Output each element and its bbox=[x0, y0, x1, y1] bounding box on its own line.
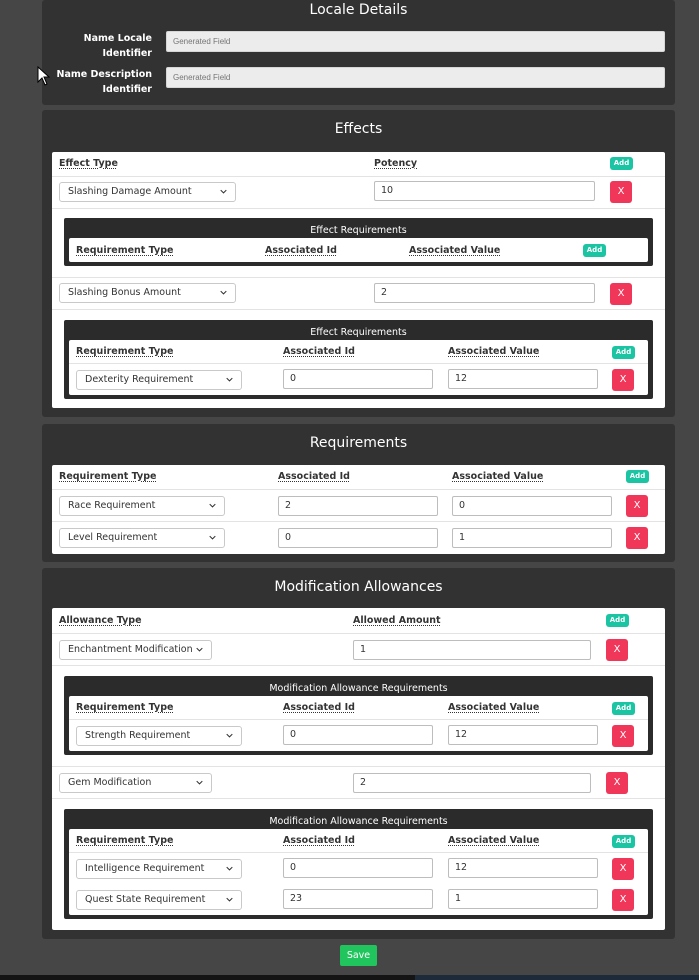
potency-input[interactable]: 10 bbox=[374, 181, 595, 201]
remove-effect-button[interactable]: X bbox=[610, 181, 632, 203]
requirement-type-select[interactable]: Race Requirement bbox=[59, 496, 225, 516]
associated-value-header: Associated Value bbox=[452, 471, 544, 482]
divider bbox=[52, 176, 665, 177]
associated-value-header: Associated Value bbox=[409, 245, 501, 256]
requirement-type-header: Requirement Type bbox=[59, 471, 157, 482]
modification-allowances-title: Modification Allowances bbox=[274, 579, 443, 595]
chevron-down-icon bbox=[226, 865, 233, 872]
effects-title: Effects bbox=[334, 121, 383, 137]
effect-type-header: Effect Type bbox=[59, 158, 118, 169]
allowance-requirements-title: Modification Allowance Requirements bbox=[269, 683, 448, 694]
divider bbox=[52, 665, 665, 666]
remove-requirement-button[interactable]: X bbox=[626, 527, 648, 549]
add-allowance-requirement-button[interactable]: Add bbox=[612, 702, 635, 715]
name-description-input[interactable] bbox=[166, 67, 665, 88]
effect-type-select[interactable]: Slashing Damage Amount bbox=[59, 182, 236, 202]
remove-allowance-button[interactable]: X bbox=[606, 639, 628, 661]
requirement-type-header: Requirement Type bbox=[76, 835, 174, 846]
remove-requirement-button[interactable]: X bbox=[612, 858, 634, 880]
add-requirement-button[interactable]: Add bbox=[626, 470, 649, 483]
name-locale-input[interactable] bbox=[166, 31, 665, 52]
potency-header: Potency bbox=[374, 158, 418, 169]
associated-value-input[interactable]: 1 bbox=[448, 889, 598, 909]
associated-id-header: Associated Id bbox=[283, 346, 355, 357]
remove-allowance-button[interactable]: X bbox=[606, 772, 628, 794]
divider bbox=[52, 489, 665, 490]
chevron-down-icon bbox=[209, 502, 216, 509]
requirement-type-select[interactable]: Level Requirement bbox=[59, 528, 225, 548]
divider bbox=[52, 521, 665, 522]
allowance-type-select[interactable]: Gem Modification bbox=[59, 773, 212, 793]
mouse-cursor-icon bbox=[37, 66, 51, 86]
chevron-down-icon bbox=[209, 534, 216, 541]
requirement-type-header: Requirement Type bbox=[76, 245, 174, 256]
associated-id-header: Associated Id bbox=[265, 245, 337, 256]
allowed-amount-header: Allowed Amount bbox=[353, 615, 441, 626]
divider bbox=[69, 852, 648, 853]
allowance-requirements-title: Modification Allowance Requirements bbox=[269, 816, 448, 827]
save-button[interactable]: Save bbox=[340, 945, 377, 966]
allowed-amount-input[interactable]: 1 bbox=[353, 640, 591, 660]
requirements-title: Requirements bbox=[309, 435, 408, 451]
associated-id-header: Associated Id bbox=[278, 471, 350, 482]
associated-value-input[interactable]: 0 bbox=[452, 496, 612, 516]
divider bbox=[52, 208, 665, 209]
associated-id-header: Associated Id bbox=[283, 835, 355, 846]
remove-effect-button[interactable]: X bbox=[610, 283, 632, 305]
potency-input[interactable]: 2 bbox=[374, 283, 595, 303]
associated-value-input[interactable]: 1 bbox=[452, 528, 612, 548]
taskbar-accent bbox=[415, 975, 699, 980]
associated-id-input[interactable]: 0 bbox=[278, 528, 438, 548]
allowance-type-select[interactable]: Enchantment Modification bbox=[59, 640, 212, 660]
associated-value-header: Associated Value bbox=[448, 835, 540, 846]
remove-requirement-button[interactable]: X bbox=[612, 369, 634, 391]
effect-type-select[interactable]: Slashing Bonus Amount bbox=[59, 283, 236, 303]
associated-id-input[interactable]: 0 bbox=[283, 725, 433, 745]
associated-value-input[interactable]: 12 bbox=[448, 725, 598, 745]
associated-value-header: Associated Value bbox=[448, 702, 540, 713]
add-effect-requirement-button[interactable]: Add bbox=[612, 346, 635, 359]
allowed-amount-input[interactable]: 2 bbox=[353, 773, 591, 793]
remove-requirement-button[interactable]: X bbox=[612, 889, 634, 911]
requirement-type-select[interactable]: Quest State Requirement bbox=[76, 890, 242, 910]
chevron-down-icon bbox=[196, 646, 203, 653]
requirement-type-select[interactable]: Dexterity Requirement bbox=[76, 370, 242, 390]
effect-requirements-title: Effect Requirements bbox=[310, 225, 407, 236]
requirement-type-header: Requirement Type bbox=[76, 702, 174, 713]
divider bbox=[52, 798, 665, 799]
associated-id-input[interactable]: 23 bbox=[283, 889, 433, 909]
add-effect-button[interactable]: Add bbox=[610, 157, 633, 170]
associated-id-input[interactable]: 0 bbox=[283, 369, 433, 389]
associated-value-input[interactable]: 12 bbox=[448, 858, 598, 878]
associated-id-input[interactable]: 0 bbox=[283, 858, 433, 878]
name-locale-label: Name Locale Identifier bbox=[83, 33, 152, 59]
requirement-type-select[interactable]: Strength Requirement bbox=[76, 726, 242, 746]
requirement-type-header: Requirement Type bbox=[76, 346, 174, 357]
associated-id-input[interactable]: 2 bbox=[278, 496, 438, 516]
chevron-down-icon bbox=[226, 376, 233, 383]
locale-details-title: Locale Details bbox=[309, 2, 408, 18]
requirement-type-select[interactable]: Intelligence Requirement bbox=[76, 859, 242, 879]
divider bbox=[69, 719, 648, 720]
associated-id-header: Associated Id bbox=[283, 702, 355, 713]
add-allowance-requirement-button[interactable]: Add bbox=[612, 835, 635, 848]
divider bbox=[52, 277, 665, 278]
chevron-down-icon bbox=[226, 896, 233, 903]
add-allowance-button[interactable]: Add bbox=[606, 614, 629, 627]
remove-requirement-button[interactable]: X bbox=[612, 725, 634, 747]
chevron-down-icon bbox=[196, 779, 203, 786]
add-effect-requirement-button[interactable]: Add bbox=[583, 244, 606, 257]
divider bbox=[52, 309, 665, 310]
allowance-type-header: Allowance Type bbox=[59, 615, 142, 626]
divider bbox=[52, 766, 665, 767]
chevron-down-icon bbox=[220, 289, 227, 296]
effect-requirements-title: Effect Requirements bbox=[310, 327, 407, 338]
name-description-label: Name Description Identifier bbox=[56, 69, 152, 95]
associated-value-header: Associated Value bbox=[448, 346, 540, 357]
chevron-down-icon bbox=[226, 732, 233, 739]
divider bbox=[52, 633, 665, 634]
associated-value-input[interactable]: 12 bbox=[448, 369, 598, 389]
divider bbox=[69, 363, 648, 364]
remove-requirement-button[interactable]: X bbox=[626, 495, 648, 517]
chevron-down-icon bbox=[220, 188, 227, 195]
